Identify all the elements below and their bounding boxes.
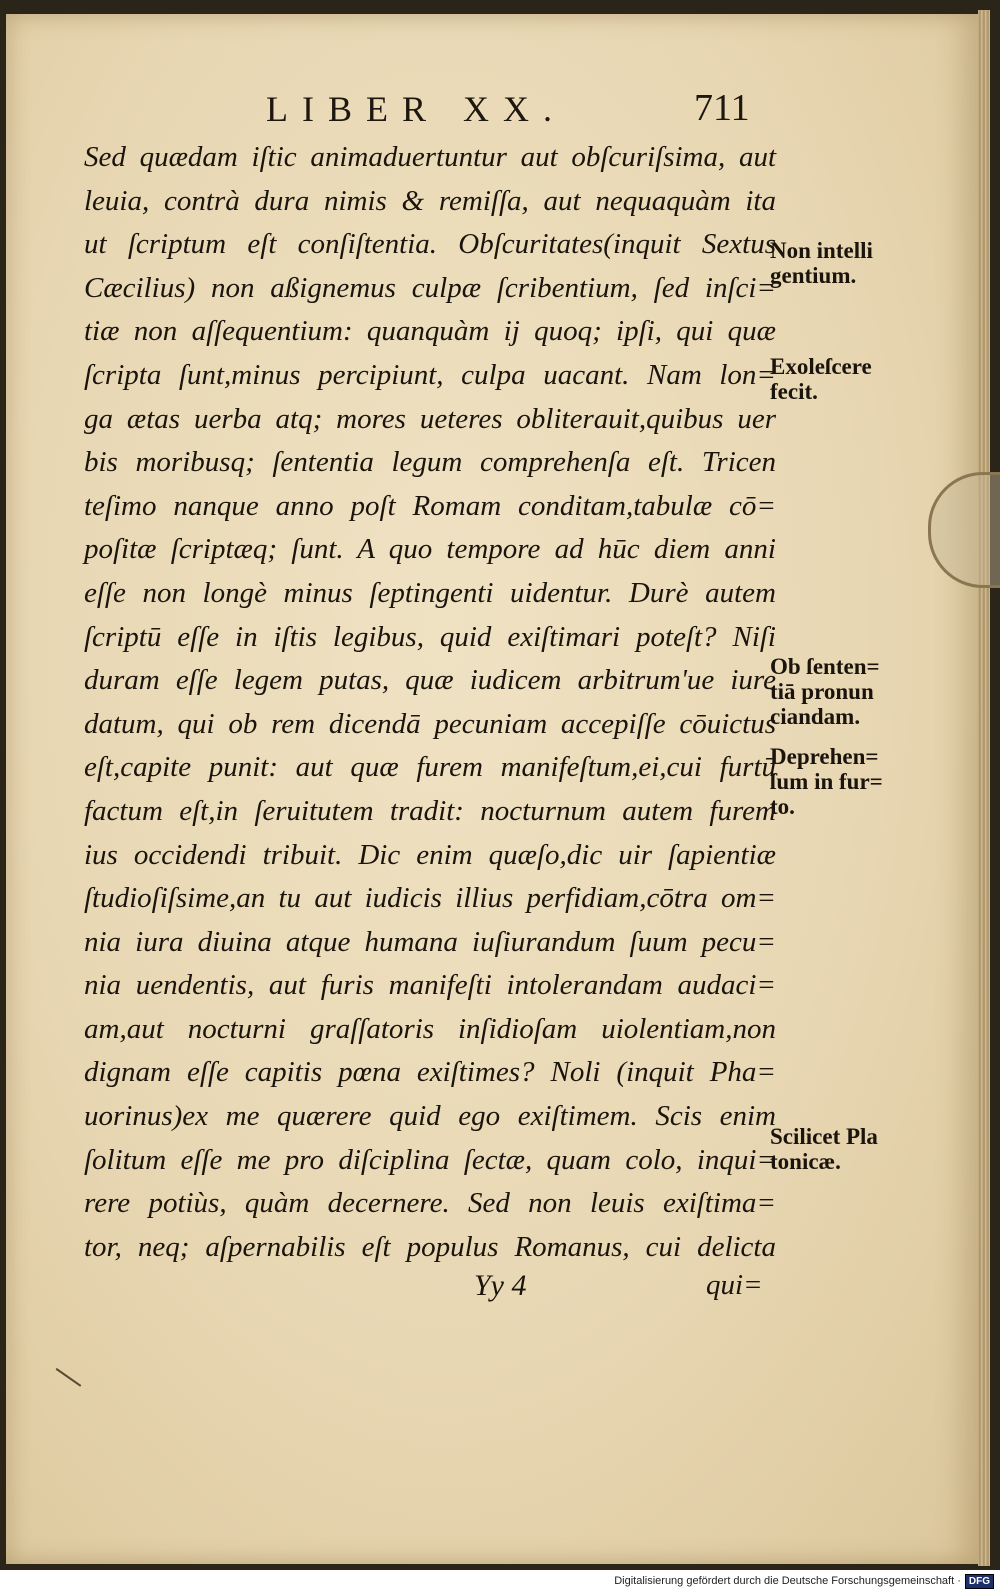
catchword: qui= (706, 1269, 763, 1301)
text-line: nia uendentis, aut furis manifeſti intolerandam audaci= (84, 969, 776, 1002)
dfg-logo-icon: DFG (965, 1574, 994, 1589)
text-line: tor, neq; aſpernabilis eſt populus Romanus, cui delicta (84, 1230, 776, 1263)
marginal-note: Deprehen= ſum in fur= to. (770, 744, 883, 819)
page-edges (978, 10, 990, 1566)
ink-stroke (41, 1368, 82, 1408)
main-text-block (84, 136, 776, 1269)
text-line: bis moribusq; ſententia legum comprehenſa eſt. Tricen (84, 446, 776, 479)
text-line: duram eſſe legem putas, quæ iudicem arbitrum'ue iure (84, 664, 776, 697)
text-line: ſolitum eſſe me pro diſciplina ſectæ, quam colo, inqui= (84, 1143, 776, 1176)
page-number: 711 (694, 87, 750, 129)
text-line: eſſe non longè minus ſeptingenti uidentur. Durè autem (84, 576, 776, 609)
marginal-note: Non intelli gentium. (770, 238, 873, 288)
text-line: dignam eſſe capitis pœna exiſtimes? Noli (inquit Pha= (84, 1056, 776, 1089)
text-line: ſtudioſiſsime,an tu aut iudicis illius perfidiam,cōtra om= (84, 882, 776, 915)
text-line: tiæ non aſſequentium: quanquàm ij quoq; ipſi, qui quæ (84, 315, 776, 348)
text-line: Sed quædam iſtic animaduertuntur aut obſcuriſsima, aut (84, 141, 776, 173)
text-line: poſitæ ſcriptæq; ſunt. A quo tempore ad hūc diem anni (84, 533, 776, 566)
text-line: eſt,capite punit: aut quæ furem manifeſtum,ei,cui furtū (84, 751, 776, 784)
marginal-note: Ob ſenten= tiā pronun ciandam. (770, 654, 880, 729)
running-head: LIBER XX. (266, 89, 566, 129)
text-line: teſimo nanque anno poſt Romam conditam,tabulæ cō= (84, 489, 776, 522)
text-line: ius occidendi tribuit. Dic enim quæſo,dic uir ſapientiæ (84, 838, 776, 871)
text-line: uorinus)ex me quærere quid ego exiſtimem. Scis enim (84, 1100, 776, 1133)
text-line: ſcriptū eſſe in iſtis legibus, quid exiſtimari poteſt? Niſi (84, 620, 776, 653)
text-line: ſcripta ſunt,minus percipiunt, culpa uacant. Nam lon= (84, 358, 776, 391)
marginal-note: Scilicet Pla tonicæ. (770, 1124, 878, 1174)
text-line: ut ſcriptum eſt conſiſtentia. Obſcuritates(inquit Sextus (84, 228, 776, 261)
text-line: rere potiùs, quàm decernere. Sed non leuis exiſtima= (84, 1187, 776, 1220)
text-line: nia iura diuina atque humana iuſiurandum ſuum pecu= (84, 925, 776, 958)
text-line: datum, qui ob rem dicendā pecuniam accepiſſe cōuictus (84, 707, 776, 740)
book-page (6, 14, 986, 1564)
text-line: Cæcilius) non aßignemus culpæ ſcribentium, ſed inſci= (84, 271, 776, 304)
digitization-credit (614, 1572, 994, 1590)
text-line: leuia, contrà dura nimis & remiſſa, aut nequaquàm ita (84, 184, 776, 217)
text-line: ga ætas uerba atq; mores ueteres obliterauit,quibus uer (84, 402, 776, 435)
credit-text: Digitalisierung gefördert durch die Deutsche Forschungsgemeinschaft · (614, 1575, 961, 1587)
text-line: am,aut nocturni graſſatoris inſidioſam uiolentiam,non (84, 1012, 776, 1045)
marginal-note: Exoleſcere fecit. (770, 354, 872, 404)
text-line: factum eſt,in ſeruitutem tradit: nocturnum autem furem (84, 794, 776, 827)
signature-mark: Yy 4 (474, 1269, 527, 1302)
